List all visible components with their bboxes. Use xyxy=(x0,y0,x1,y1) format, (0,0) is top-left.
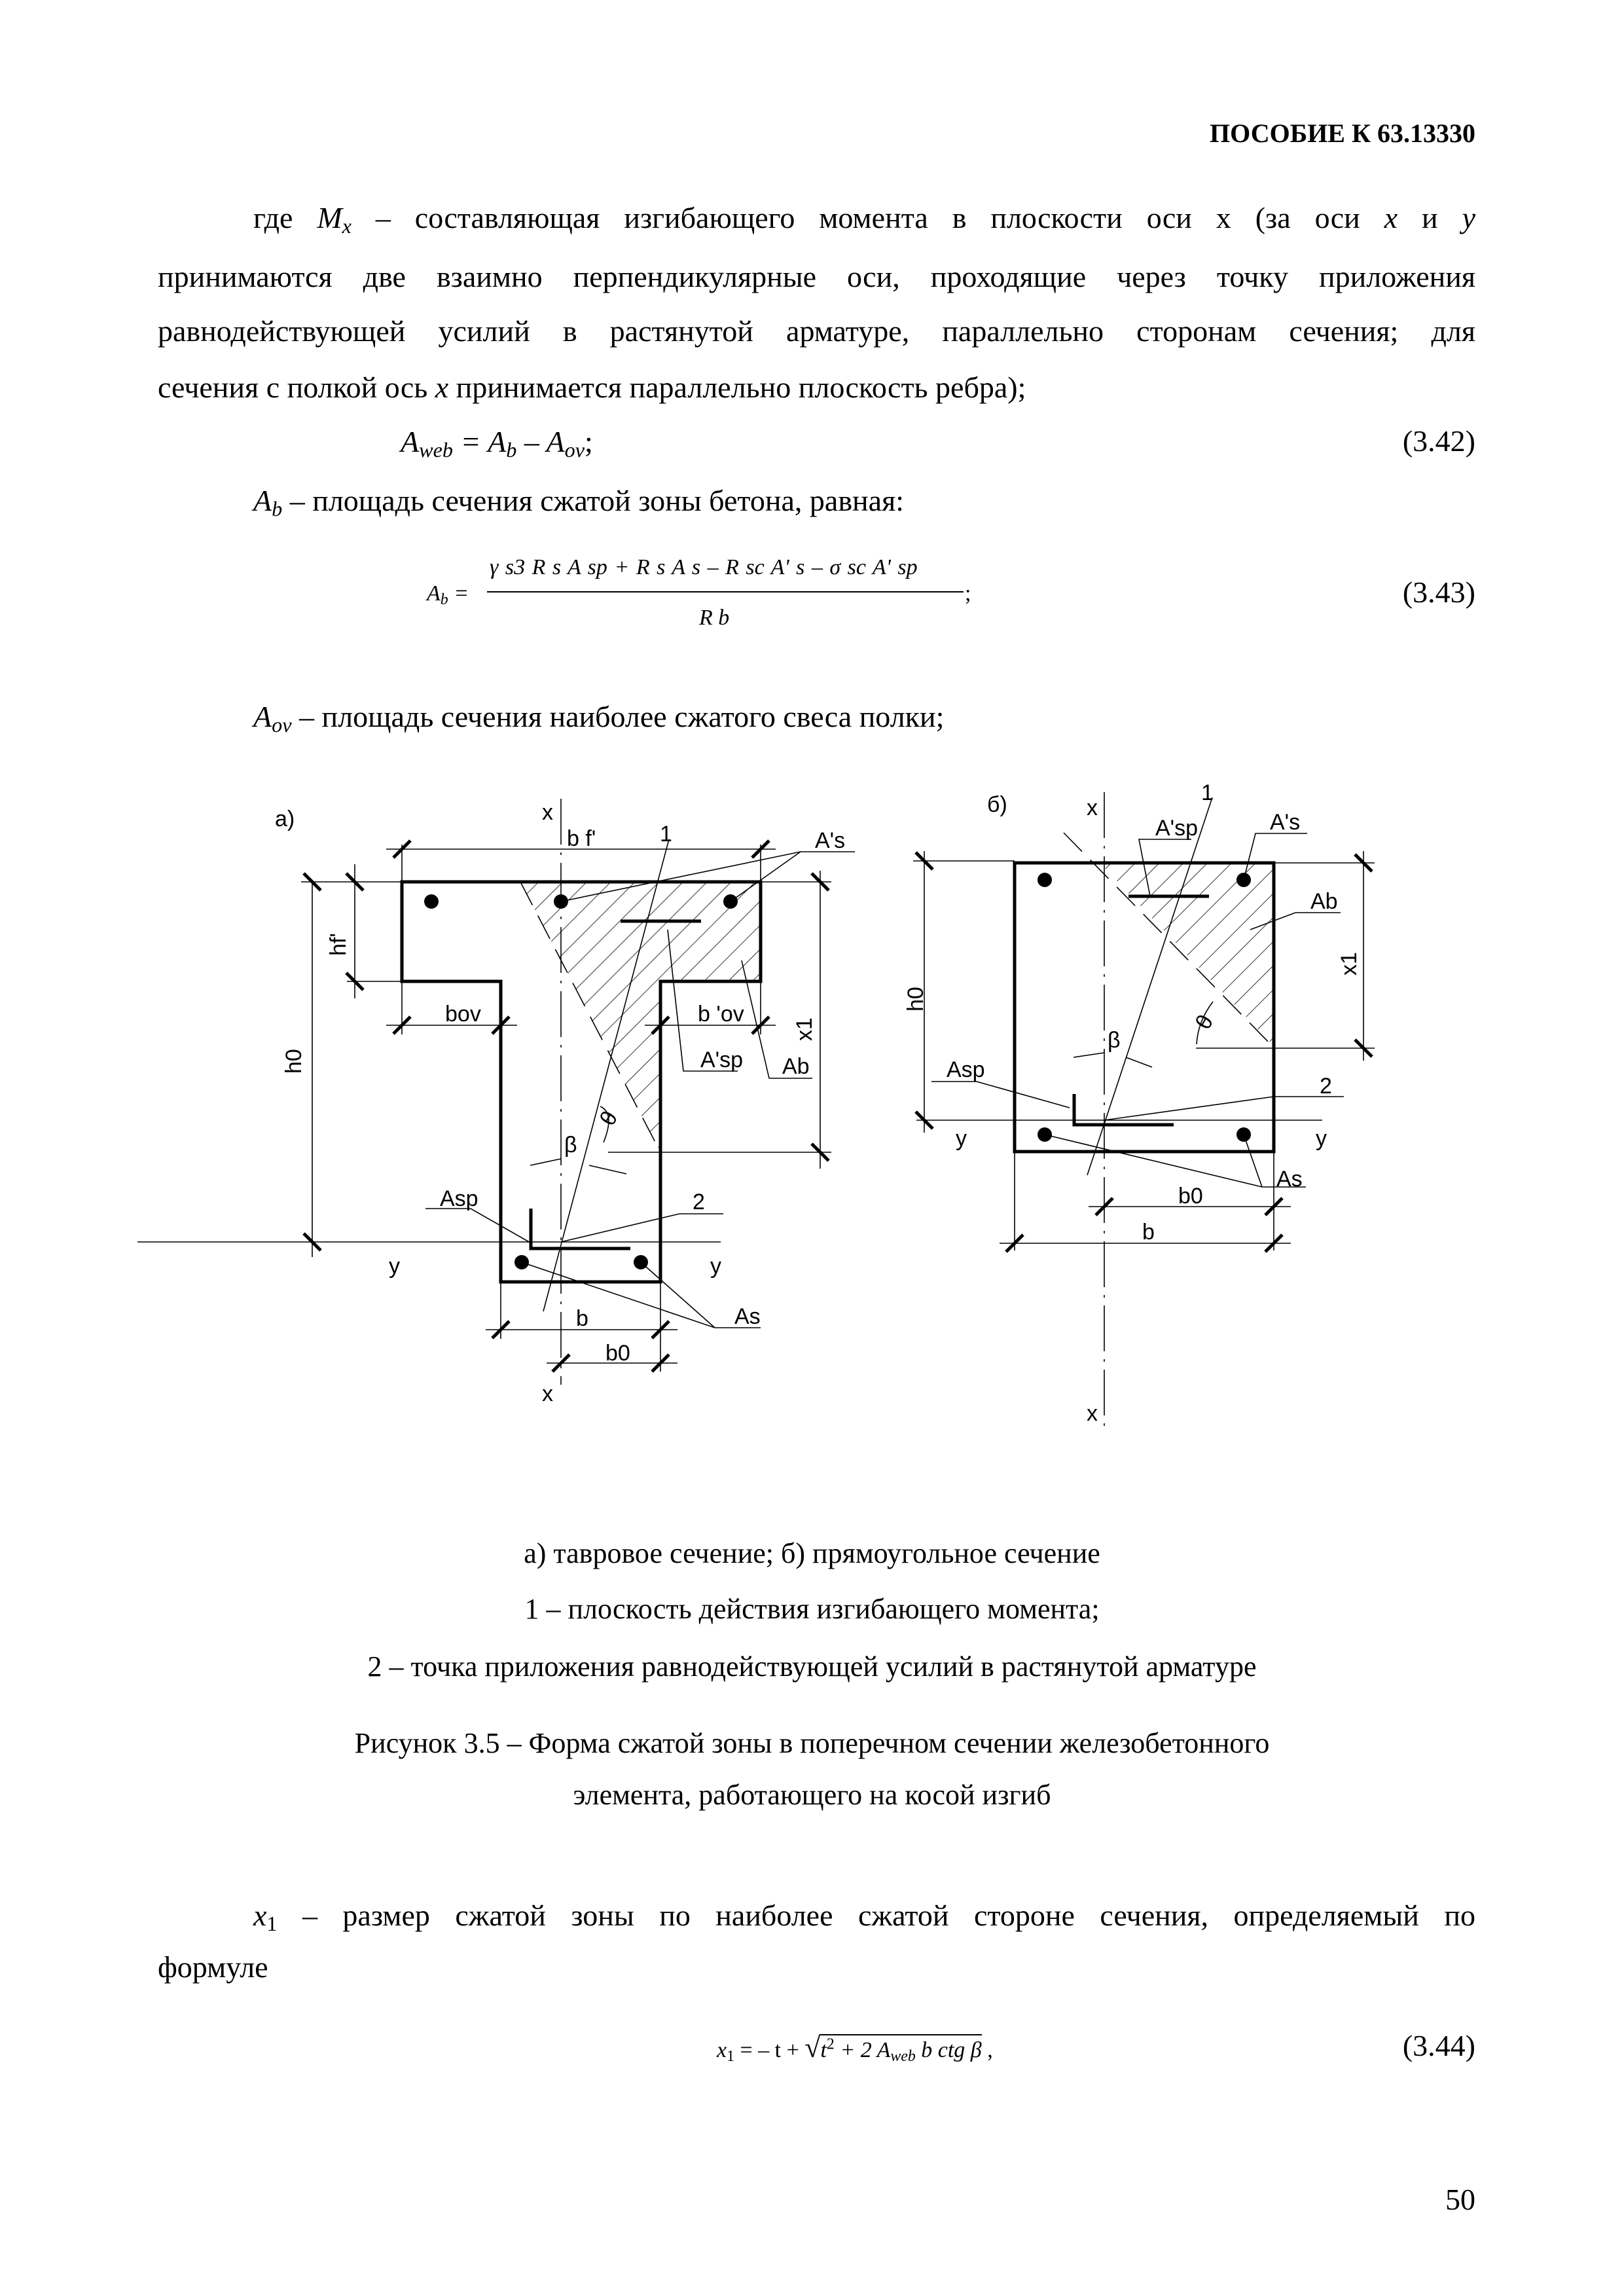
axis-label: y xyxy=(1316,1126,1327,1151)
dim-label-h0: h0 xyxy=(281,1049,306,1074)
x1-definition-line-2: формуле xyxy=(158,1950,268,1984)
dim-label-x1: x1 xyxy=(1337,952,1362,975)
dim-label-h0: h0 xyxy=(903,987,928,1011)
label-Asp: Asp xyxy=(947,1057,985,1082)
label-Asp: Asp xyxy=(440,1186,478,1211)
equation-number-3-42: (3.42) xyxy=(1402,424,1475,458)
dim-label-hf: hf' xyxy=(326,933,351,956)
equation-3-43-lhs: $A_b$ = xyxy=(427,581,469,608)
paragraph-line-2: принимаются две взаимно перпендикулярные оси, проходящие через точку приложения xyxy=(158,260,1475,293)
label-Ab: Ab xyxy=(1310,889,1338,914)
caption-line-1: а) тавровое сечение; б) прямоугольное сечение xyxy=(524,1537,1100,1569)
panel-label-a: а) xyxy=(275,807,295,831)
figure-title-line-2: элемента, работающего на косой изгиб xyxy=(573,1779,1051,1811)
label-As-prime: A's xyxy=(1270,810,1301,835)
caption-line-3: 2 – точка приложения равнодействующей усилий в растянутой арматуре xyxy=(367,1650,1257,1683)
point-label: 2 xyxy=(1320,1074,1332,1099)
x1-definition-line-1: $x_1$ – размер сжатой зоны по наиболее сжатой стороне сечения, определяемый по xyxy=(253,1899,1475,1936)
plane-label: 1 xyxy=(660,822,672,847)
equation-3-44: $x_1$ = – $t + √t^2 + 2$ $A_{web}$ b ctg β , xyxy=(717,2032,993,2065)
label-Asp-prime: A'sp xyxy=(700,1048,744,1072)
axis-label: y xyxy=(956,1126,967,1151)
axis-label: x xyxy=(542,800,553,825)
equation-3-43-numerator: γ s3 R s A sp + R s A s – R sc A' s – σ sc A' sp xyxy=(490,555,918,579)
ab-definition: $A_b$ – площадь сечения сжатой зоны бетона, равная: xyxy=(253,484,905,521)
compressed-zone-hatch-b xyxy=(1100,863,1274,1046)
equation-3-43-end: ; xyxy=(965,581,971,606)
dim-label-bov: bov xyxy=(445,1002,481,1027)
dim-label-x1: x1 xyxy=(792,1017,817,1041)
panel-label-b: б) xyxy=(987,792,1007,817)
aov-definition: $A_{ov}$ – площадь сечения наиболее сжатого свеса полки; xyxy=(253,700,945,737)
axis-label: x xyxy=(542,1381,553,1406)
axis-label: x xyxy=(1087,1401,1098,1426)
paragraph-line-4: сечения с полкой ось x принимается параллельно плоскость ребра); xyxy=(158,371,1026,404)
axis-label: y xyxy=(710,1254,721,1279)
equation-3-42: $A_{web} = A_b - A_{ov}$; xyxy=(401,425,593,462)
page-number: 50 xyxy=(1445,2183,1475,2216)
axis-label: x xyxy=(1087,795,1098,820)
label-Asp-prime: A'sp xyxy=(1155,816,1199,841)
paragraph-line-1: где $M_x$ – составляющая изгибающего момента в плоскости оси x (за оси x и y xyxy=(253,201,1475,238)
label-As: As xyxy=(734,1304,761,1329)
equation-number-3-44: (3.44) xyxy=(1402,2029,1475,2062)
plane-label: 1 xyxy=(1201,780,1214,805)
paragraph-line-3: равнодействующей усилий в растянутой арматуре, параллельно сторонам сечения; для xyxy=(158,314,1475,348)
label-beta: β xyxy=(564,1133,577,1157)
dim-label-b: b xyxy=(1142,1220,1155,1245)
dim-label-b0: b0 xyxy=(1178,1184,1203,1209)
label-Ab: Ab xyxy=(782,1054,810,1079)
label-As-prime: A's xyxy=(815,828,846,853)
document-header: ПОСОБИЕ К 63.13330 xyxy=(1210,118,1475,148)
label-beta: β xyxy=(1108,1028,1121,1053)
axis-label: y xyxy=(389,1254,400,1279)
caption-line-2: 1 – плоскость действия изгибающего момента; xyxy=(524,1593,1100,1625)
dim-label-bf: b f' xyxy=(567,826,596,851)
label-theta: θ xyxy=(1191,1010,1219,1034)
dim-label-b: b xyxy=(576,1306,588,1331)
dim-label-b0: b0 xyxy=(605,1341,630,1366)
moment-plane-line-b xyxy=(1087,797,1212,1175)
point-label: 2 xyxy=(693,1190,705,1214)
label-As: As xyxy=(1276,1167,1303,1192)
label-theta: θ xyxy=(595,1106,623,1130)
figure-title-line-1: Рисунок 3.5 – Форма сжатой зоны в поперечном сечении железобетонного xyxy=(354,1727,1270,1759)
equation-number-3-43: (3.43) xyxy=(1402,575,1475,609)
equation-3-43-denominator: R b xyxy=(699,606,730,630)
dim-label-bov-prime: b 'ov xyxy=(698,1002,744,1027)
